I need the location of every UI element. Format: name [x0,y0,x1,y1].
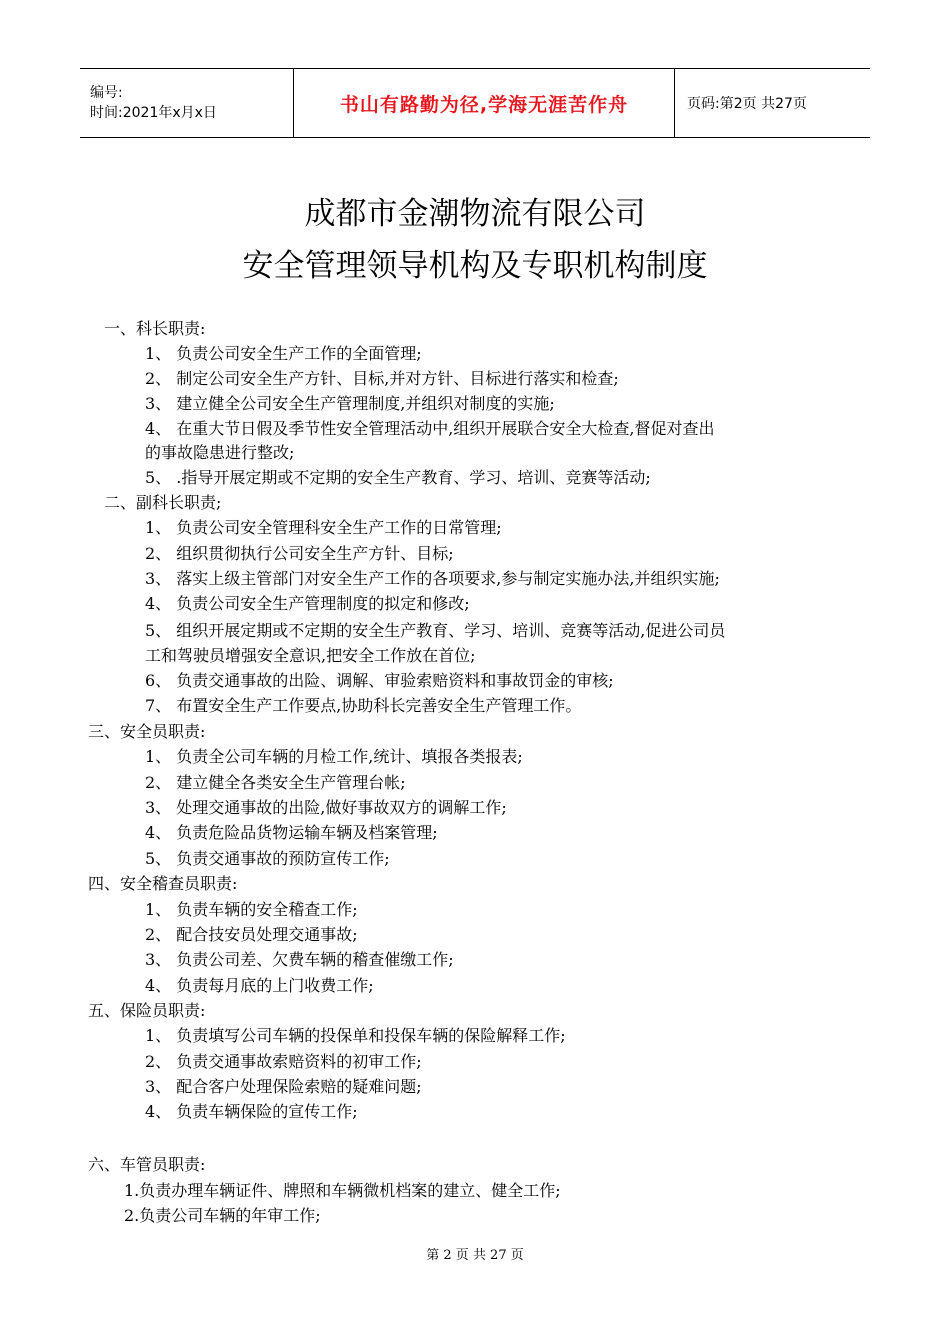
list-item: 4、 负责每月底的上门收费工作; [145,976,374,995]
list-item: 2、 制定公司安全生产方针、目标,并对方针、目标进行落实和检查; [145,369,619,388]
page-footer: 第 2 页 共 27 页 [426,1248,524,1263]
page-header [80,68,870,138]
list-item: 2、 负责交通事故索赔资料的初审工作; [145,1052,422,1071]
doc-title-subject: 安全管理领导机构及专职机构制度 [242,248,708,284]
header-page-cell [675,69,870,137]
list-item: 4、 负责公司安全生产管理制度的拟定和修改; [145,594,470,613]
list-item: 1、 负责车辆的安全稽查工作; [145,900,358,919]
list-item: 1、 负责公司安全管理科安全生产工作的日常管理; [145,518,502,537]
header-meta [80,69,294,137]
section-heading: 三、安全员职责: [88,722,206,741]
motto: 书山有路勤为径,学海无涯苦作舟 [339,93,629,116]
list-item: 4、 在重大节日假及季节性安全管理活动中,组织开展联合安全大检查,督促对查出 [145,419,715,438]
section-heading: 四、安全稽查员职责: [88,874,238,893]
list-item: 5、 组织开展定期或不定期的安全生产教育、学习、培训、竞赛等活动,促进公司员 [145,621,726,640]
list-item: 2.负责公司车辆的年审工作; [124,1206,321,1225]
list-item: 3、 处理交通事故的出险,做好事故双方的调解工作; [145,798,507,817]
list-item: 1、 负责公司安全生产工作的全面管理; [145,344,422,363]
list-item: 4、 负责车辆保险的宣传工作; [145,1102,358,1121]
list-item-continuation: 的事故隐患进行整改; [145,443,295,462]
list-item: 1、 负责填写公司车辆的投保单和投保车辆的保险解释工作; [145,1026,566,1045]
section-heading: 五、保险员职责: [88,1001,206,1020]
list-item: 5、 .指导开展定期或不定期的安全生产教育、学习、培训、竞赛等活动; [145,468,651,487]
section-heading: 六、车管员职责: [88,1155,206,1174]
list-item: 7、 布置安全生产工作要点,协助科长完善安全生产管理工作。 [145,696,582,715]
page-info: 页码:第2页 共27页 [687,96,807,112]
list-item: 4、 负责危险品货物运输车辆及档案管理; [145,823,438,842]
list-item: 3、 建立健全公司安全生产管理制度,并组织对制度的实施; [145,394,555,413]
doc-title-company: 成都市金潮物流有限公司 [304,196,646,232]
header-motto-cell [294,69,675,137]
list-item-continuation: 工和驾驶员增强安全意识,把安全工作放在首位; [145,646,476,665]
list-item: 6、 负责交通事故的出险、调解、审验索赔资料和事故罚金的审核; [145,671,614,690]
list-item: 3、 配合客户处理保险索赔的疑难问题; [145,1077,422,1096]
time-label: 时间:2021年x月x日 [90,105,217,121]
list-item: 1.负责办理车辆证件、牌照和车辆微机档案的建立、健全工作; [124,1181,561,1200]
section-heading: 一、科长职责: [104,319,206,338]
list-item: 1、 负责全公司车辆的月检工作,统计、填报各类报表; [145,747,523,766]
list-item: 3、 负责公司差、欠费车辆的稽查催缴工作; [145,950,454,969]
number-label: 编号: [90,85,123,101]
list-item: 2、 组织贯彻执行公司安全生产方针、目标; [145,544,454,563]
section-heading: 二、副科长职责; [104,493,222,512]
list-item: 2、 建立健全各类安全生产管理台帐; [145,773,406,792]
list-item: 2、 配合技安员处理交通事故; [145,925,358,944]
list-item: 3、 落实上级主管部门对安全生产工作的各项要求,参与制定实施办法,并组织实施; [145,569,720,588]
list-item: 5、 负责交通事故的预防宣传工作; [145,849,390,868]
